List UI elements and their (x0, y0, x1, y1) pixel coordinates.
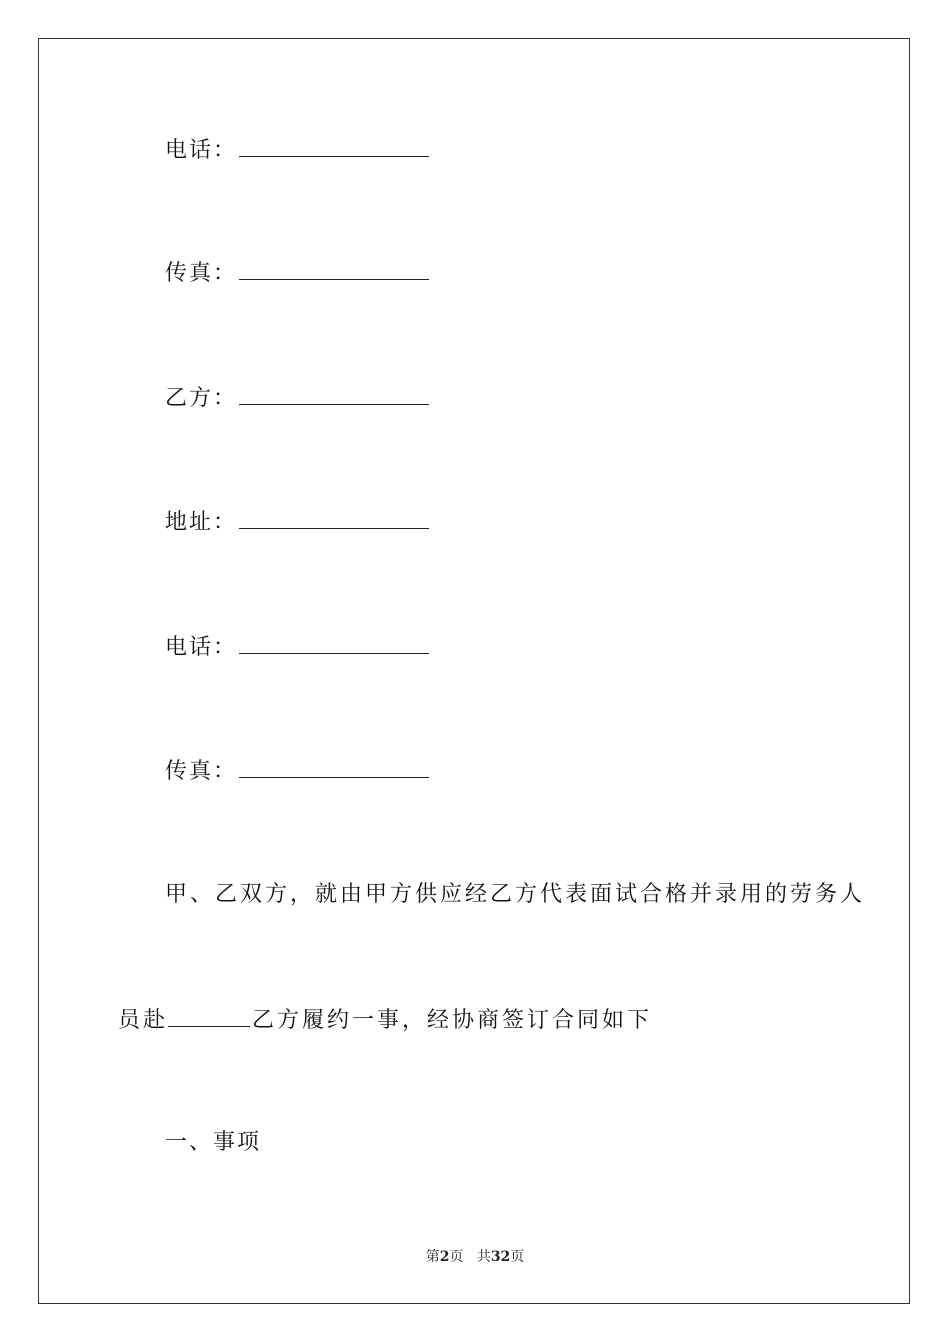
destination-blank[interactable] (168, 1006, 250, 1027)
total-suffix: 页 (510, 1249, 525, 1265)
phone-field-1 (165, 136, 429, 166)
fax-field-2 (165, 757, 429, 787)
total-prefix: 共 (476, 1249, 491, 1265)
fill-in-blank[interactable] (239, 259, 429, 280)
fill-in-blank[interactable] (239, 508, 429, 529)
fill-in-blank[interactable] (239, 633, 429, 654)
field-label: 电话： (165, 138, 238, 163)
paragraph-text-after-blank: 乙方履约一事，经协商签订合同如下 (252, 1008, 653, 1033)
page-footer (0, 1248, 950, 1266)
field-label: 乙方： (165, 386, 238, 411)
party-b-field (165, 384, 429, 414)
field-label: 地址： (165, 510, 238, 535)
page-suffix: 页 (449, 1249, 464, 1265)
fill-in-blank[interactable] (239, 136, 429, 157)
section-heading: 一、事项 (165, 1130, 262, 1155)
contract-paragraph-line-2 (118, 1006, 652, 1036)
address-field (165, 508, 429, 538)
contract-paragraph-line-1: 甲、乙双方，就由甲方供应经乙方代表面试合格并录用的劳务人 (165, 882, 866, 907)
page-border (38, 38, 910, 1304)
field-label: 电话： (165, 635, 238, 660)
fill-in-blank[interactable] (239, 384, 429, 405)
footer-prefix: 第 (425, 1249, 440, 1265)
paragraph-text-before-blank: 员赴 (118, 1008, 169, 1033)
field-label: 传真： (165, 261, 238, 286)
page-number: 2 (439, 1249, 450, 1265)
total-pages: 32 (490, 1249, 511, 1265)
phone-field-2 (165, 633, 429, 663)
field-label: 传真： (165, 759, 238, 784)
fill-in-blank[interactable] (239, 757, 429, 778)
fax-field-1 (165, 259, 429, 289)
